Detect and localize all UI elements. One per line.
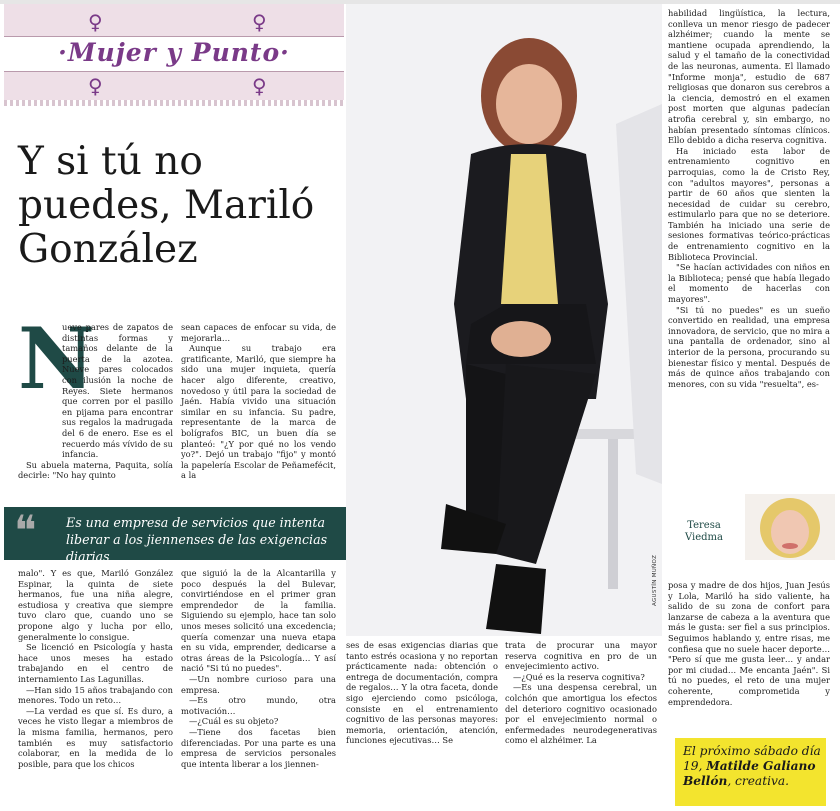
promo-line-1: El próximo sábado día [683,744,821,758]
body-column-4 [505,640,657,746]
body-paragraph: —La verdad es que sí. Es duro, a veces he visto llegar a miembros de la misma familia, hermanos, pero también es muy satisfactorio colaborar, en la medida de lo posible, para que los chicos [18,705,173,769]
body-paragraph: "Si tú no puedes" es un sueño convertido en realidad, una empresa innovadora, de servicio, que no mira a una pantalla de ordenador, sino al interior de la persona, procurando su bienestar físico y mental. Después de más de quince años trabajando con menores, con su vida "resuelta", es- [668,304,830,389]
promo-tail: , creativa. [727,774,790,788]
body-paragraph: —Es una despensa cerebral, un colchón que amortigua los efectos del deterioro cognitivo ocasionado por el envejecimiento normal o enfermedades neurodegenerativas como el alzhéimer. La [505,682,657,746]
lead-paragraph: Su abuela materna, Paquita, solía decirle: "No hay quinto [18,459,173,481]
photo-credit: AGUSTÍN MUÑOZ [652,554,658,606]
promo-name: Matilde Galiano Bellón [683,759,816,788]
author-last-name: Viedma [684,532,723,543]
masthead-pattern [4,100,344,106]
body-paragraph: trata de procurar una mayor reserva cognitiva en pro de un envejecimiento activo. [505,640,657,672]
body-paragraph: posa y madre de dos hijos, Juan Jesús y Lola, Mariló ha sido valiente, ha salido de su zona de confort para lanzarse de cabeza a la aventura que más le gusta: ser fiel a sus principios. Seguimos hablando y, entre risas, me confiesa que no suele hacer deporte… "Pero sí que me gusta leer… y andar por mi ciudad… Me encanta Jaén". Si tú no puedes, el reto de una mujer coherente, comprometida y emprendedora. [668,580,830,707]
quote-icon: ❝ [14,506,37,555]
lead-paragraph: ueve pares de zapatos de distintas formas y tamaños delante de la puerta de la azotea. Nueve pares colocados con ilusión la noche de Reyes. Siete hermanos que corren por el pasillo en pijama para encontrar sus regalos la madrugada del 6 de enero. Ese es el recuerdo más vívido de su infancia. [62,322,173,460]
pull-quote: Es una empresa de servicios que intenta liberar a los jiennenses de las exigencias diarias [66,515,328,564]
venus-icon: ♀ [252,10,267,34]
body-paragraph: —Tiene dos facetas bien diferenciadas. Por una parte es una empresa de servicios personales que intenta liberar a los jiennen- [181,726,336,769]
author-portrait [745,494,835,560]
body-paragraph: —Han sido 15 años trabajando con menores. Todo un reto… [18,684,173,706]
portrait-photo [346,4,662,636]
author-photo [745,494,835,560]
body-paragraph: —¿Qué es la reserva cognitiva? [513,671,645,682]
lead-paragraph: Aunque su trabajo era gratificante, Mariló, que siempre ha sido una mujer inquieta, quería hacer algo diferente, creativo, novedoso y útil para la sociedad de Jaén. Había vivido una situación similar en su infancia. Su padre, representante de la marca de bolígrafos BIC, un buen día se planteó: "¿Y por qué no los vendo yo?". Dejó un trabajo "fijo" y montó la papelería Escolar de Peñamefécit, a la [181,343,336,481]
venus-icon: ♀ [252,74,267,98]
body-paragraph: Ha iniciado esta labor de entrenamiento cognitivo en parroquias, como la de Cristo Rey, con "adultos mayores", personas a partir de 60 años que sienten la necesidad de cuidar su cerebro, estimularlo para que no se deteriore. También ha iniciado una serie de sesiones formativas teórico-prácticas de entrenamiento cognitivo en la Biblioteca Provincial. [668,145,830,262]
body-paragraph: Se licenció en Psicología y hasta hace unos meses ha estado trabajando en el centro de internamiento Las Lagunillas. [18,642,173,684]
promo-text [683,744,821,789]
author-byline [663,520,745,544]
right-column-top [668,8,830,389]
lead-column-1 [18,309,173,481]
body-paragraph: —¿Cuál es su objeto? [189,716,279,727]
body-paragraph: que siguió la de la Alcantarilla y poco después la del Bulevar, convirtiéndose en el primer gran emprendedor de la familia. Siguiendo su ejemplo, hace tan solo unos meses solicitó una excedencia; quería comenzar una nueva etapa en su vida, emprender, dedicarse a otras áreas de la Psicología… Y así nació "Si tú no puedes". [181,568,336,674]
venus-icon: ♀ [88,10,103,34]
venus-icon: ♀ [88,74,103,98]
body-paragraph: malo". Y es que, Mariló González Espinar, la quinta de siete hermanos, fue una niña alegre, estudiosa y creativa que siempre tuvo claro que, cuando uno se propone algo y lucha por ello, generalmente lo consigue. [18,568,173,642]
drop-cap: N [18,309,95,408]
body-paragraph: habilidad lingüística, la lectura, conlleva un menor riesgo de padecer alzhéimer; cuando la mente se mantiene ocupada aprendiendo, la salud y el tamaño de la conectividad de las neuronas, aumenta. El llamado "Informe monja", estudio de 687 religiosas que donaron sus cerebros a la ciencia, demostró en el examen post morten que algunas padecían atrofia cerebral y, sin embargo, no habían presentado síntomas clínicos. Ello debido a dicha reserva cognitiva. [668,8,830,146]
promo-line-2: 19, [683,759,707,773]
body-column-1 [18,568,173,769]
body-paragraph: ses de esas exigencias diarias que tanto estrés ocasiona y no reportan prácticamente nada: obtención o entrega de documentación, compra de regalos… Y la otra faceta, donde sigo ejerciendo como psicóloga, consiste en el entrenamiento cognitivo de las personas mayores: memoria, orientación, atención, funciones ejecutivas… Se [346,640,498,746]
lead-paragraph: sean capaces de enfocar su vida, de mejorarla… [181,322,336,343]
body-column-2 [181,568,336,769]
headline: Y si tú no puedes, Mariló González [18,139,315,272]
body-paragraph: —Un nombre curioso para una empresa. [181,673,336,695]
right-column-bottom [668,580,830,707]
lead-column-2 [181,322,336,481]
body-paragraph: —Es otro mundo, otra motivación… [181,695,336,716]
body-paragraph: "Se hacían actividades con niños en la Biblioteca; pensé que había llegado el momento de hacerlas con mayores". [668,262,830,305]
body-column-3 [346,640,498,746]
section-title: ·Mujer y Punto· [58,38,290,67]
portrait-illustration [346,4,662,636]
author-first-name: Teresa [687,520,721,531]
